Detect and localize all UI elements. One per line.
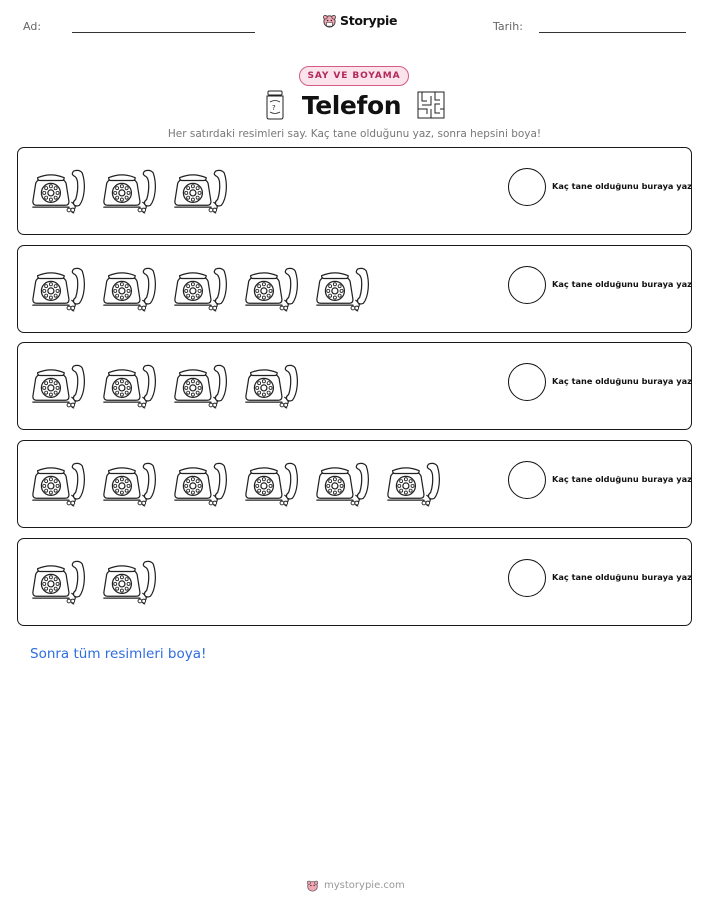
phone-group [30,461,442,507]
count-row [17,538,692,626]
telephone-icon[interactable] [30,363,87,409]
telephone-icon[interactable] [172,266,229,312]
storypie-mascot-icon [306,879,319,892]
phone-group [30,168,229,214]
brand-name: Storypie [340,13,398,28]
telephone-icon[interactable] [101,168,158,214]
jar-icon [264,90,286,120]
site-footer [306,879,405,892]
storypie-mascot-icon [322,13,337,28]
answer-label: Kaç tane olduğunu buraya yaz [552,376,692,386]
telephone-icon[interactable] [30,168,87,214]
answer-label: Kaç tane olduğunu buraya yaz [552,572,692,582]
name-label: Ad: [23,20,42,33]
telephone-icon[interactable] [243,266,300,312]
telephone-icon[interactable] [243,363,300,409]
instructions: Her satırdaki resimleri say. Kaç tane olduğunu yaz, sonra hepsini boya! [167,128,542,140]
name-line[interactable] [72,32,255,33]
maze-icon [417,91,445,119]
page-title: Telefon [301,90,402,120]
answer-label: Kaç tane olduğunu buraya yaz [552,474,692,484]
site-url: mystorypie.com [324,880,405,891]
count-row [17,342,692,430]
date-line[interactable] [539,32,686,33]
answer-circle[interactable] [508,266,546,304]
answer-label: Kaç tane olduğunu buraya yaz [552,279,692,289]
brand-logo [322,13,397,28]
activity-badge: SAY VE BOYAMA [299,66,409,86]
phone-group [30,559,158,605]
answer-circle[interactable] [508,461,546,499]
answer-circle[interactable] [508,168,546,206]
count-row [17,440,692,528]
telephone-icon[interactable] [101,363,158,409]
phone-group [30,266,371,312]
answer-circle[interactable] [508,559,546,597]
answer-label: Kaç tane olduğunu buraya yaz [552,181,692,191]
title-row [0,90,709,120]
svg-text:?: ? [271,104,276,112]
count-row [17,245,692,333]
telephone-icon[interactable] [101,559,158,605]
telephone-icon[interactable] [385,461,442,507]
telephone-icon[interactable] [30,461,87,507]
count-row [17,147,692,235]
telephone-icon[interactable] [101,461,158,507]
date-label: Tarih: [493,20,523,33]
telephone-icon[interactable] [172,168,229,214]
phone-group [30,363,300,409]
telephone-icon[interactable] [314,266,371,312]
telephone-icon[interactable] [172,461,229,507]
footer-instruction: Sonra tüm resimleri boya! [30,646,207,662]
answer-circle[interactable] [508,363,546,401]
telephone-icon[interactable] [30,559,87,605]
telephone-icon[interactable] [314,461,371,507]
telephone-icon[interactable] [172,363,229,409]
telephone-icon[interactable] [30,266,87,312]
telephone-icon[interactable] [101,266,158,312]
telephone-icon[interactable] [243,461,300,507]
